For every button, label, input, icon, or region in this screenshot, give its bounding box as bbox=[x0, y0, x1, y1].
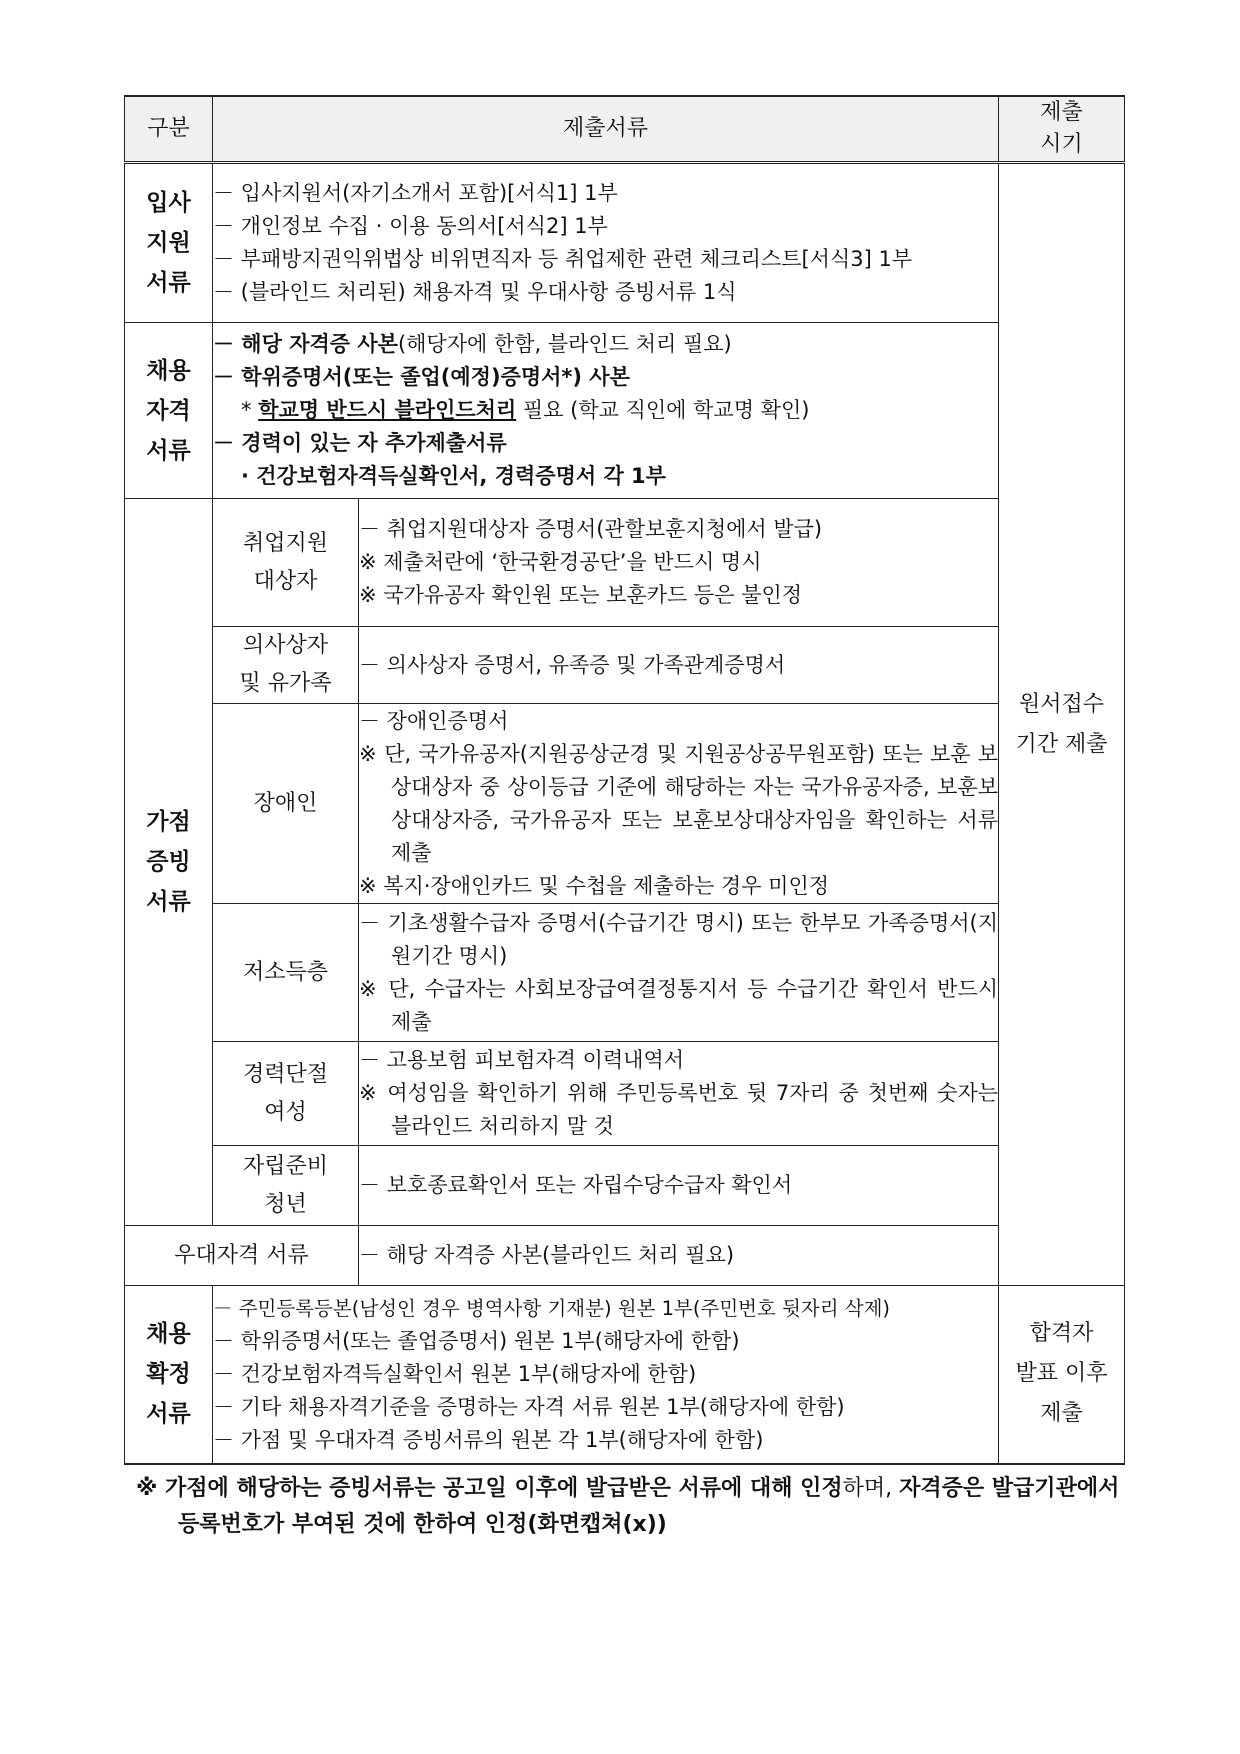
header-timing-line2: 시기 bbox=[1040, 132, 1083, 157]
subcategory-disabled bbox=[213, 704, 359, 904]
timing-after-pass bbox=[999, 1286, 1125, 1464]
category-text: 자격 bbox=[146, 397, 191, 424]
row-bonus-lowincome bbox=[125, 904, 1125, 1042]
table-header-row bbox=[125, 96, 1125, 163]
subcategory-text: 대상자 bbox=[253, 568, 318, 594]
row-confirmation bbox=[125, 1286, 1125, 1464]
documents-table bbox=[124, 95, 1125, 1465]
list-item bbox=[213, 328, 998, 361]
qualification-documents bbox=[213, 323, 999, 499]
list-item: ※ 단, 국가유공자(지원공상군경 및 지원공상공무원포함) 또는 보훈 보상대상자 중 상이등급 기준에 해당하는 자는 국가유공자증, 보훈보상대상자증, 국가유공자 또는 보훈보상대상자임을 확인하는 서류 제출 bbox=[359, 741, 999, 865]
category-text: 서류 bbox=[146, 889, 191, 915]
job-support-documents bbox=[359, 499, 999, 627]
preferential-documents bbox=[359, 1226, 999, 1286]
timing-text: 원서접수 bbox=[1019, 691, 1105, 717]
list-item: － 주민등록등본(남성인 경우 병역사항 기재분) 원본 1부(주민번호 뒷자리 삭제) bbox=[213, 1296, 891, 1320]
row-bonus-youth bbox=[125, 1146, 1125, 1226]
subcategory-career-break bbox=[213, 1042, 359, 1146]
subcategory-text: 장애인 bbox=[253, 790, 318, 816]
list-item: － 부패방지권익위법상 비위면직자 등 취업제한 관련 체크리스트[서식3] 1부 bbox=[213, 247, 913, 271]
list-item: － (블라인드 처리된) 채용자격 및 우대사항 증빙서류 1식 bbox=[213, 280, 737, 304]
category-qualification bbox=[125, 323, 213, 499]
subcategory-text: 자립준비 bbox=[242, 1153, 328, 1179]
list-item: － 기초생활수급자 증명서(수급기간 명시) 또는 한부모 가족증명서(지원기간 명시) bbox=[359, 910, 999, 968]
category-confirmation bbox=[125, 1286, 213, 1464]
category-text: 증빙 bbox=[146, 849, 191, 875]
timing-text: 기간 제출 bbox=[1015, 731, 1108, 757]
header-timing-line1: 제출 bbox=[1040, 100, 1083, 125]
list-item-text: 필요 (학교 직인에 학교명 확인) bbox=[516, 398, 810, 422]
header-documents: 제출서류 bbox=[213, 96, 999, 163]
list-item: － 학위증명서(또는 졸업증명서) 원본 1부(해당자에 한함) bbox=[213, 1328, 740, 1353]
subcategory-text: 취업지원 bbox=[242, 530, 328, 556]
category-text: 서류 bbox=[146, 270, 191, 296]
list-item: ※ 제출처란에 ‘한국환경공단’을 반드시 명시 bbox=[359, 550, 762, 574]
row-bonus-righteous bbox=[125, 627, 1125, 704]
subcategory-job-support bbox=[213, 499, 359, 627]
list-item: － 입사지원서(자기소개서 포함)[서식1] 1부 bbox=[213, 181, 618, 205]
subcategory-text: 여성 bbox=[264, 1099, 307, 1125]
application-documents bbox=[213, 163, 999, 323]
subcategory-text: 경력단절 bbox=[242, 1061, 328, 1087]
category-bonus bbox=[125, 499, 213, 1226]
disabled-documents bbox=[359, 704, 999, 904]
list-item-text: (해당자에 한함, 블라인드 처리 필요) bbox=[397, 332, 732, 356]
list-item: － 해당 자격증 사본(블라인드 처리 필요) bbox=[359, 1243, 735, 1267]
footnote-bold-text: 자격증은 발급기관에서 등록번호가 부여된 것에 한하여 인정(화면캡쳐(x)) bbox=[178, 1475, 1120, 1537]
list-item: － 기타 채용자격기준을 증명하는 자격 서류 원본 1부(해당자에 한함) bbox=[213, 1394, 845, 1419]
list-item: － 건강보험자격득실확인서 원본 1부(해당자에 한함) bbox=[213, 1361, 697, 1386]
subcategory-low-income bbox=[213, 904, 359, 1042]
category-text: 입사 bbox=[146, 190, 191, 216]
row-bonus-careerbreak bbox=[125, 1042, 1125, 1146]
list-item: ※ 단, 수급자는 사회보장급여결정통지서 등 수급기간 확인서 반드시 제출 bbox=[359, 976, 999, 1034]
list-item: · 건강보험자격득실확인서, 경력증명서 각 1부 bbox=[241, 464, 666, 488]
righteous-documents bbox=[359, 627, 999, 704]
timing-text: 발표 이후 bbox=[1015, 1361, 1108, 1387]
row-bonus-disabled bbox=[125, 704, 1125, 904]
timing-application bbox=[999, 163, 1125, 1286]
list-item: － 가점 및 우대자격 증빙서류의 원본 각 1부(해당자에 한함) bbox=[213, 1427, 764, 1452]
list-item: － 경력이 있는 자 추가제출서류 bbox=[213, 431, 507, 455]
footnote bbox=[124, 1471, 1124, 1543]
subcategory-text: 저소득층 bbox=[242, 959, 328, 985]
list-item: － 보호종료확인서 또는 자립수당수급자 확인서 bbox=[359, 1173, 793, 1197]
category-preferential: 우대자격 서류 bbox=[125, 1226, 359, 1286]
category-text: 가점 bbox=[146, 809, 191, 835]
header-category: 구분 bbox=[125, 96, 213, 163]
subcategory-text: 의사상자 bbox=[242, 633, 328, 658]
row-bonus-job bbox=[125, 499, 1125, 627]
row-preferential bbox=[125, 1226, 1125, 1286]
category-text: 서류 bbox=[146, 1401, 191, 1428]
subcategory-text: 및 유가족 bbox=[239, 671, 332, 696]
category-text: 채용 bbox=[146, 357, 191, 384]
list-item: － 취업지원대상자 증명서(관할보훈지청에서 발급) bbox=[359, 517, 823, 541]
list-item: ※ 여성임을 확인하기 위해 주민등록번호 뒷 7자리 중 첫번째 숫자는 블라인드 처리하지 말 것 bbox=[359, 1081, 999, 1138]
bold-text: － 해당 자격증 사본 bbox=[213, 332, 398, 356]
subcategory-righteous bbox=[213, 627, 359, 704]
list-item: － 의사상자 증명서, 유족증 및 가족관계증명서 bbox=[359, 652, 786, 677]
career-break-documents bbox=[359, 1042, 999, 1146]
low-income-documents bbox=[359, 904, 999, 1042]
list-item: － 학위증명서(또는 졸업(예정)증명서*) 사본 bbox=[213, 365, 630, 389]
category-text: 지원 bbox=[146, 230, 191, 256]
list-item bbox=[213, 394, 998, 427]
underlined-text: 학교명 반드시 블라인드처리 bbox=[258, 398, 517, 422]
subcategory-youth bbox=[213, 1146, 359, 1226]
footnote-text: 하며, bbox=[842, 1475, 900, 1501]
row-qualification bbox=[125, 323, 1125, 499]
youth-documents bbox=[359, 1146, 999, 1226]
subcategory-text: 청년 bbox=[264, 1191, 307, 1217]
row-application bbox=[125, 163, 1125, 323]
header-timing bbox=[999, 96, 1125, 163]
category-application bbox=[125, 163, 213, 323]
timing-text: 제출 bbox=[1040, 1401, 1083, 1427]
footnote-bold-text: ※ 가점에 해당하는 증빙서류는 공고일 이후에 발급받은 서류에 대해 인정 bbox=[136, 1475, 843, 1501]
category-text: 서류 bbox=[146, 437, 191, 464]
asterisk: * bbox=[241, 398, 259, 422]
list-item: － 개인정보 수집 · 이용 동의서[서식2] 1부 bbox=[213, 214, 608, 238]
timing-text: 합격자 bbox=[1029, 1321, 1094, 1347]
document-body bbox=[124, 95, 1124, 1543]
list-item: － 고용보험 피보험자격 이력내역서 bbox=[359, 1048, 685, 1072]
confirmation-documents bbox=[213, 1286, 999, 1464]
category-text: 확정 bbox=[146, 1361, 191, 1388]
list-item: － 장애인증명서 bbox=[359, 708, 509, 733]
list-item: ※ 복지·장애인카드 및 수첩을 제출하는 경우 미인정 bbox=[359, 873, 830, 898]
category-text: 채용 bbox=[146, 1321, 191, 1348]
list-item: ※ 국가유공자 확인원 또는 보훈카드 등은 불인정 bbox=[359, 583, 803, 607]
